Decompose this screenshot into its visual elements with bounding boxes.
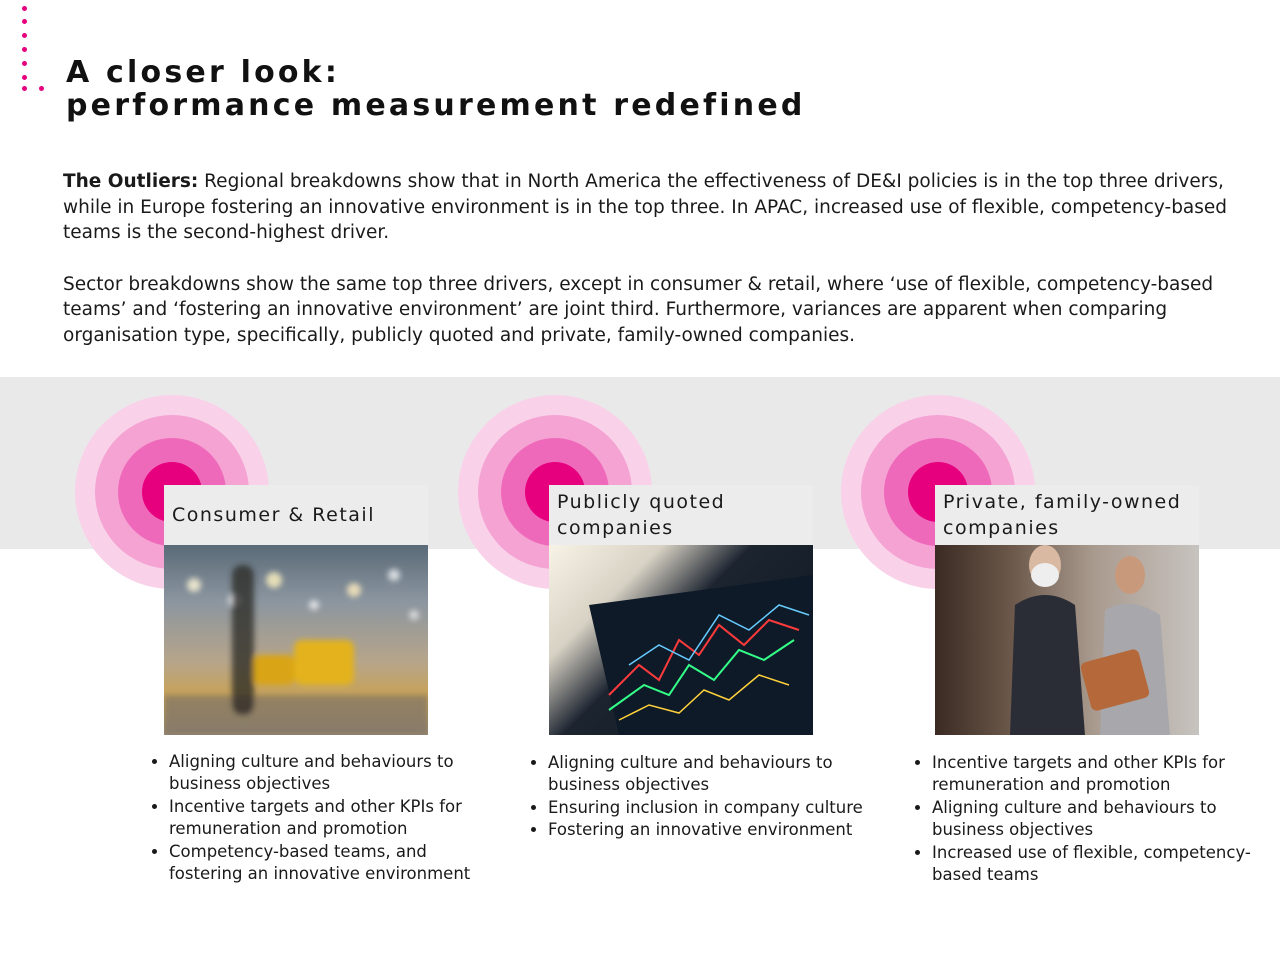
list-item: • Aligning culture and behaviours to business objectives (932, 797, 1252, 842)
bullet-list-private-family-owned (910, 752, 1252, 886)
intro-paragraph-1 (63, 169, 1253, 246)
list-item: • Aligning culture and behaviours to business objectives (548, 752, 888, 797)
card-caption: Consumer & Retail (164, 485, 428, 545)
bullet-list-publicly-quoted (526, 752, 888, 842)
stock-chart-photo (549, 545, 813, 735)
card-publicly-quoted (549, 485, 813, 735)
list-item: • Increased use of flexible, competency- based teams (932, 842, 1252, 887)
decorative-dots (20, 6, 50, 96)
retail-photo (164, 545, 428, 735)
list-item: • Ensuring inclusion in company culture (548, 797, 888, 819)
intro-paragraph-2: Sector breakdowns show the same top three drivers, except in consumer & retail, where ‘use of flexible, competency-based teams’ and ‘fostering an innovative environment’ are joint third. Furthermore, variances are apparent when comparing organisation type, specifically, publicly quoted and private, family-owned companies. (63, 273, 1214, 346)
card-caption: Publicly quoted companies (549, 485, 813, 545)
list-item: • Incentive targets and other KPIs for remuneration and promotion (932, 752, 1252, 797)
card-private-family-owned (935, 485, 1199, 735)
title-line-1: A closer look: (66, 55, 341, 90)
intro-lead: The Outliers: (63, 171, 199, 192)
card-consumer-retail (164, 485, 428, 735)
intro-paragraph-1-text: Regional breakdowns show that in North America the effectiveness of DE&I policies is in the top three drivers, while in Europe fostering an innovative environment is in the top three. In APAC, increased use of flexible, competency-based teams is the second-highest driver. (63, 171, 1228, 243)
intro-text (63, 169, 1253, 374)
page-title (66, 56, 806, 122)
card-caption: Private, family-owned companies (935, 485, 1199, 545)
list-item: • Aligning culture and behaviours to business objectives (169, 751, 489, 796)
business-people-photo (935, 545, 1199, 735)
list-item: • Competency-based teams, and fostering an innovative environment (169, 841, 489, 886)
list-item: • Incentive targets and other KPIs for remuneration and promotion (169, 796, 489, 841)
bullet-list-consumer-retail (147, 751, 489, 885)
list-item: • Fostering an innovative environment (548, 819, 888, 841)
title-line-2: performance measurement redefined (66, 88, 806, 123)
